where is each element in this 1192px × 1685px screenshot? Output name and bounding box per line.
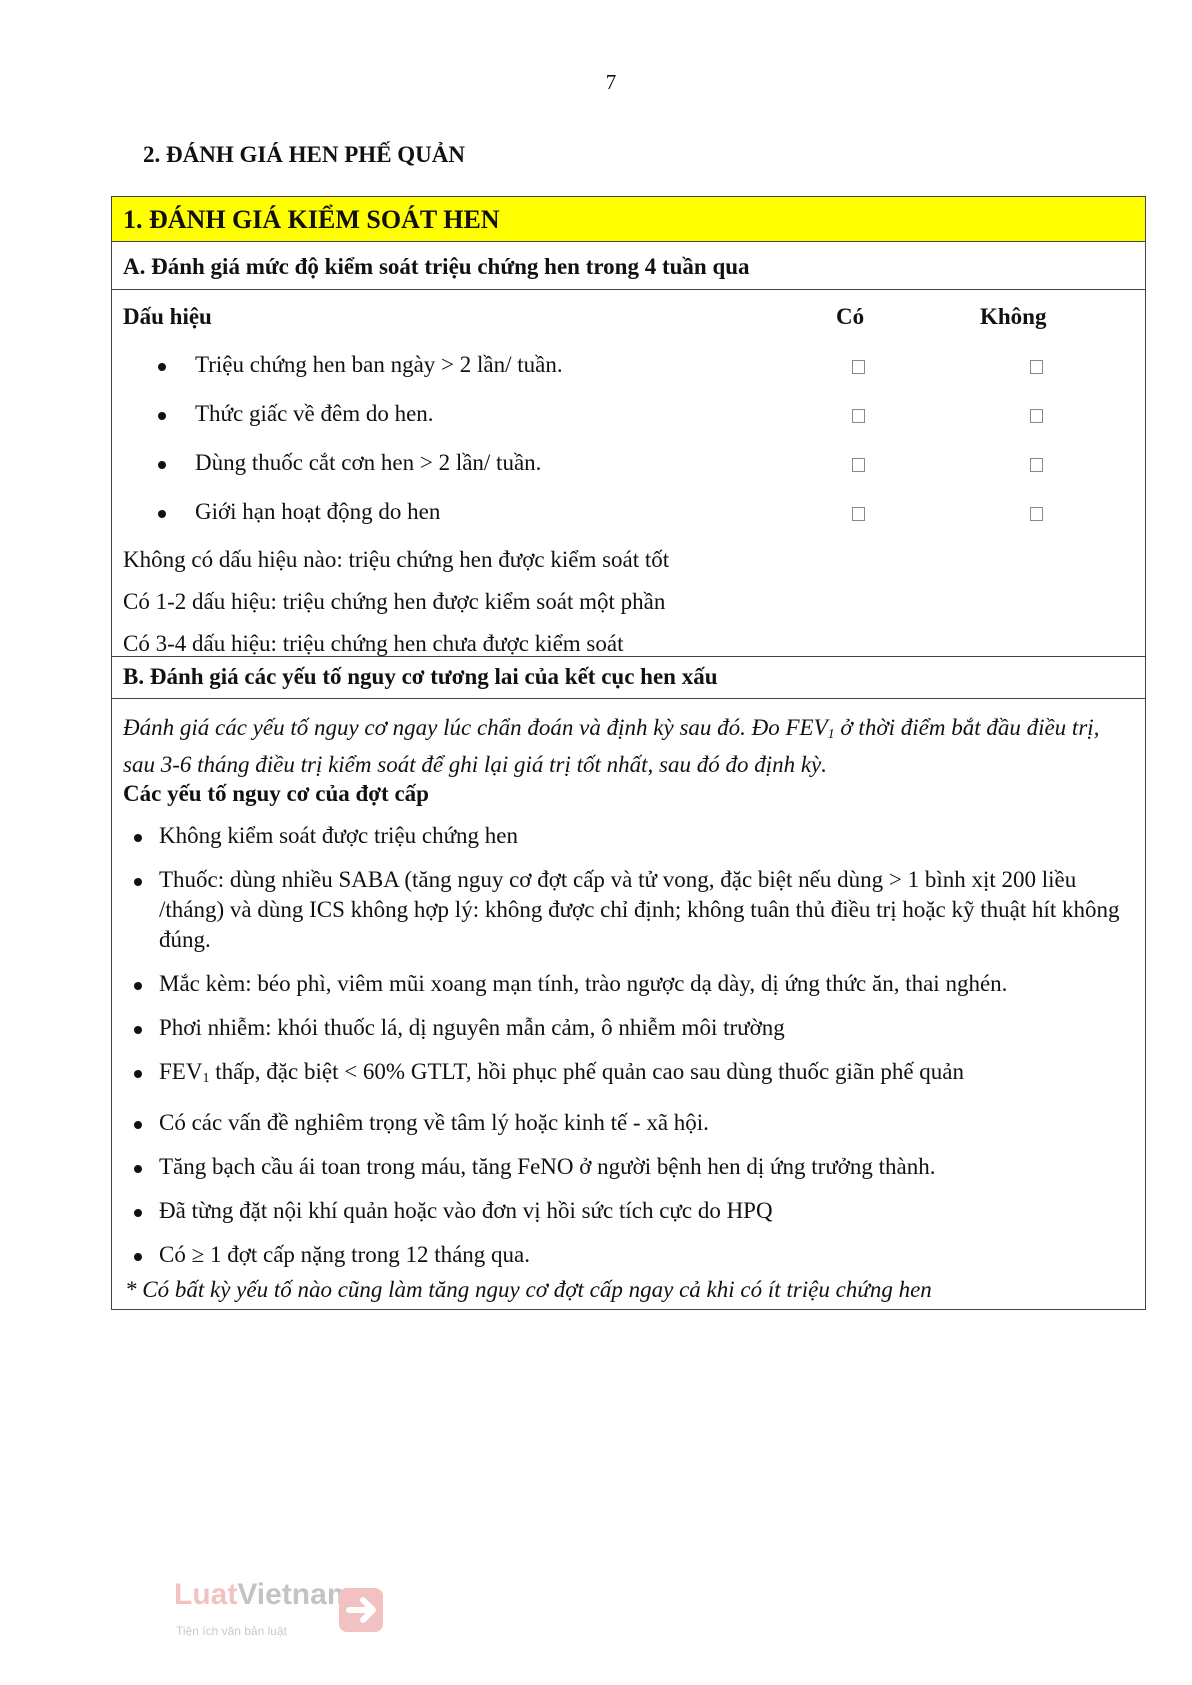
footnote: * Có bất kỳ yếu tố nào cũng làm tăng nguy cơ đợt cấp ngay cả khi có ít triệu chứng hen [125, 1277, 932, 1302]
bullet-icon [134, 878, 142, 886]
watermark-brand-b: Vietnam [237, 1578, 354, 1611]
yes-checkbox[interactable] [852, 360, 865, 374]
col-no-header: Không [980, 304, 1047, 329]
part-a-section [112, 290, 1145, 657]
bullet-icon [134, 1070, 142, 1078]
list-item [112, 1108, 1142, 1138]
intro-text: Đánh giá các yếu tố nguy cơ ngay lúc chẩn đoán và định kỳ sau đó. Đo FEV [123, 715, 828, 740]
result-text: Có 1-2 dấu hiệu: triệu chứng hen được kiểm soát một phần [123, 589, 666, 614]
yes-checkbox[interactable] [852, 409, 865, 423]
risk-subscript: 1 [202, 1071, 210, 1086]
watermark-brand [174, 1578, 354, 1612]
bullet-icon [158, 461, 166, 469]
risk-text: Mắc kèm: béo phì, viêm mũi xoang mạn tính, trào ngược dạ dày, dị ứng thức ăn, thai nghén. [159, 971, 1008, 996]
result-text: Không có dấu hiệu nào: triệu chứng hen được kiểm soát tốt [123, 547, 670, 572]
no-checkbox[interactable] [1030, 458, 1043, 472]
risk-text: Không kiểm soát được triệu chứng hen [159, 823, 519, 848]
list-item [112, 865, 1142, 955]
watermark-logo [174, 1578, 404, 1648]
risk-text: Đã từng đặt nội khí quản hoặc vào đơn vị hồi sức tích cực do HPQ [159, 1198, 773, 1223]
page-number: 7 [605, 70, 617, 94]
intro-subscript: 1 [827, 727, 835, 742]
part-a-title: A. Đánh giá mức độ kiểm soát triệu chứng hen trong 4 tuần qua [112, 242, 1145, 290]
risk-heading: Các yếu tố nguy cơ của đợt cấp [123, 781, 429, 806]
no-checkbox[interactable] [1030, 507, 1043, 521]
arrow-right-icon [337, 1580, 397, 1640]
risk-text: Tăng bạch cầu ái toan trong máu, tăng FeNO ở người bệnh hen dị ứng trưởng thành. [159, 1154, 936, 1179]
sign-text: Dùng thuốc cắt cơn hen > 2 lần/ tuần. [195, 450, 542, 475]
bullet-icon [158, 412, 166, 420]
bullet-icon [134, 1121, 142, 1129]
watermark-tagline: Tiện ích văn bản luật [176, 1624, 287, 1638]
sign-text: Triệu chứng hen ban ngày > 2 lần/ tuần. [195, 352, 563, 377]
intro-text: ở thời điểm bắt đầu điều trị, sau 3-6 tháng điều trị kiểm soát để ghi lại giá trị tốt nhất, sau đó đo định kỳ. [123, 715, 1100, 777]
bullet-icon [134, 1165, 142, 1173]
sign-text: Thức giấc về đêm do hen. [195, 401, 434, 426]
no-checkbox[interactable] [1030, 409, 1043, 423]
list-item [112, 1196, 1142, 1226]
no-checkbox[interactable] [1030, 360, 1043, 374]
sign-text: Giới hạn hoạt động do hen [195, 499, 441, 524]
bullet-icon [134, 982, 142, 990]
bullet-icon [134, 1253, 142, 1261]
risk-text: Có các vấn đề nghiêm trọng về tâm lý hoặc kinh tế - xã hội. [159, 1110, 709, 1135]
list-item [112, 1240, 1142, 1270]
yes-checkbox[interactable] [852, 507, 865, 521]
list-item [112, 1152, 1142, 1182]
risk-text: Phơi nhiễm: khói thuốc lá, dị nguyên mẫn cảm, ô nhiễm môi trường [159, 1015, 785, 1040]
risk-text: Có ≥ 1 đợt cấp nặng trong 12 tháng qua. [159, 1242, 530, 1267]
risk-text: Thuốc: dùng nhiều SABA (tăng nguy cơ đợt cấp và tử vong, đặc biệt nếu dùng > 1 bình xịt 200 liều /tháng) và dùng ICS không hợp lý: không được chỉ định; không tuân thủ điều trị hoặc kỹ thuật hít không đúng. [159, 867, 1120, 952]
bullet-icon [134, 834, 142, 842]
box-title: 1. ĐÁNH GIÁ KIỂM SOÁT HEN [112, 197, 1145, 242]
risk-text: thấp, đặc biệt < 60% GTLT, hồi phục phế quản cao sau dùng thuốc giãn phế quản [209, 1059, 964, 1084]
list-item [112, 969, 1142, 999]
bullet-icon [158, 363, 166, 371]
part-b-intro [123, 713, 1123, 780]
col-sign-header: Dấu hiệu [123, 304, 212, 329]
bullet-icon [158, 510, 166, 518]
list-item [112, 1057, 1142, 1094]
risk-text: FEV [159, 1059, 203, 1084]
risk-list [112, 821, 1142, 1284]
bullet-icon [134, 1209, 142, 1217]
result-text: Có 3-4 dấu hiệu: triệu chứng hen chưa được kiểm soát [123, 631, 624, 656]
list-item [112, 1013, 1142, 1043]
watermark-brand-a: Luat [174, 1578, 238, 1611]
bullet-icon [134, 1026, 142, 1034]
section-heading: 2. ĐÁNH GIÁ HEN PHẾ QUẢN [143, 142, 466, 167]
yes-checkbox[interactable] [852, 458, 865, 472]
list-item [112, 821, 1142, 851]
part-b-title: B. Đánh giá các yếu tố nguy cơ tương lai của kết cục hen xấu [112, 657, 1145, 699]
asthma-control-box [111, 196, 1146, 1310]
col-yes-header: Có [836, 304, 865, 329]
